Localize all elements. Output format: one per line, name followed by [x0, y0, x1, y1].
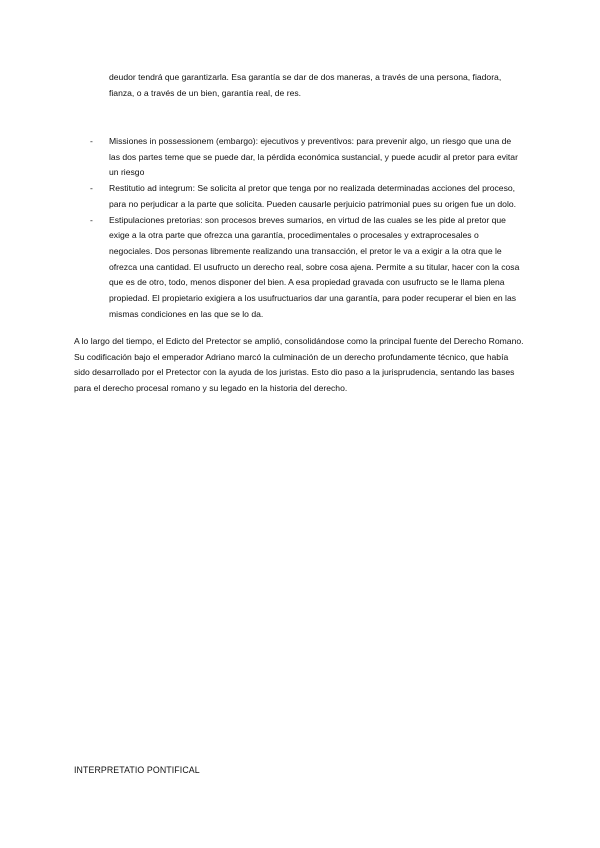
- intro-paragraph: deudor tendrá que garantizarla. Esa garantía se dar de dos maneras, a través de una persona, fiadora, fianza, o a través de un bien, garantía real, de res.: [109, 72, 502, 98]
- bullet-list: [90, 134, 530, 322]
- bullet-marker: -: [90, 214, 93, 225]
- list-item: [90, 134, 530, 181]
- list-item: [90, 213, 530, 323]
- list-item-text: Missiones in possessionem (embargo): ejecutivos y preventivos: para prevenir algo, un riesgo que una de las dos partes teme que se puede dar, la pérdida económica sustancial, y puede acudir al pretor para evitar un riesgo: [109, 136, 518, 178]
- summary-paragraph: A lo largo del tiempo, el Edicto del Pretector se amplió, consolidándose como la principal fuente del Derecho Romano. Su codificación bajo el emperador Adriano marcó la culminación de un derecho profundamente técnico, que había sido desarrollado por el Pretector con la ayuda de los juristas. Esto dio paso a la jurisprudencia, sentando las bases para el derecho procesal romano y su legado en la historia del derecho.: [74, 336, 524, 394]
- section-heading: INTERPRETATIO PONTIFICAL: [74, 765, 200, 775]
- list-item-text: Restitutio ad integrum: Se solicita al pretor que tenga por no realizada determinadas acciones del proceso, para no perjudicar a la parte que solicita. Pueden causarle perjuicio patrimonial pues su origen fue un dolo.: [109, 183, 517, 209]
- list-item-text: Estipulaciones pretorias: son procesos breves sumarios, en virtud de las cuales se les pide al pretor que exige a la otra parte que ofrezca una garantía, procedimentales o procesales y extraprocesales o negociales. Dos personas libremente realizando una transacción, el pretor le va a exigir a la otra que le ofrezca una cantidad. El usufructo un derecho real, sobre cosa ajena. Permite a su titular, hacer con la cosa que es de otro, todo, menos disponer del bien. A esa propiedad gravada con usufructo se le llama plena propiedad. El propietario exigiera a los usufructuarios dar una garantía, para poder recuperar el bien en las mismas condiciones en las que se lo da.: [109, 214, 520, 319]
- list-item: [90, 181, 530, 212]
- bullet-marker: -: [90, 183, 93, 194]
- bullet-marker: -: [90, 136, 93, 146]
